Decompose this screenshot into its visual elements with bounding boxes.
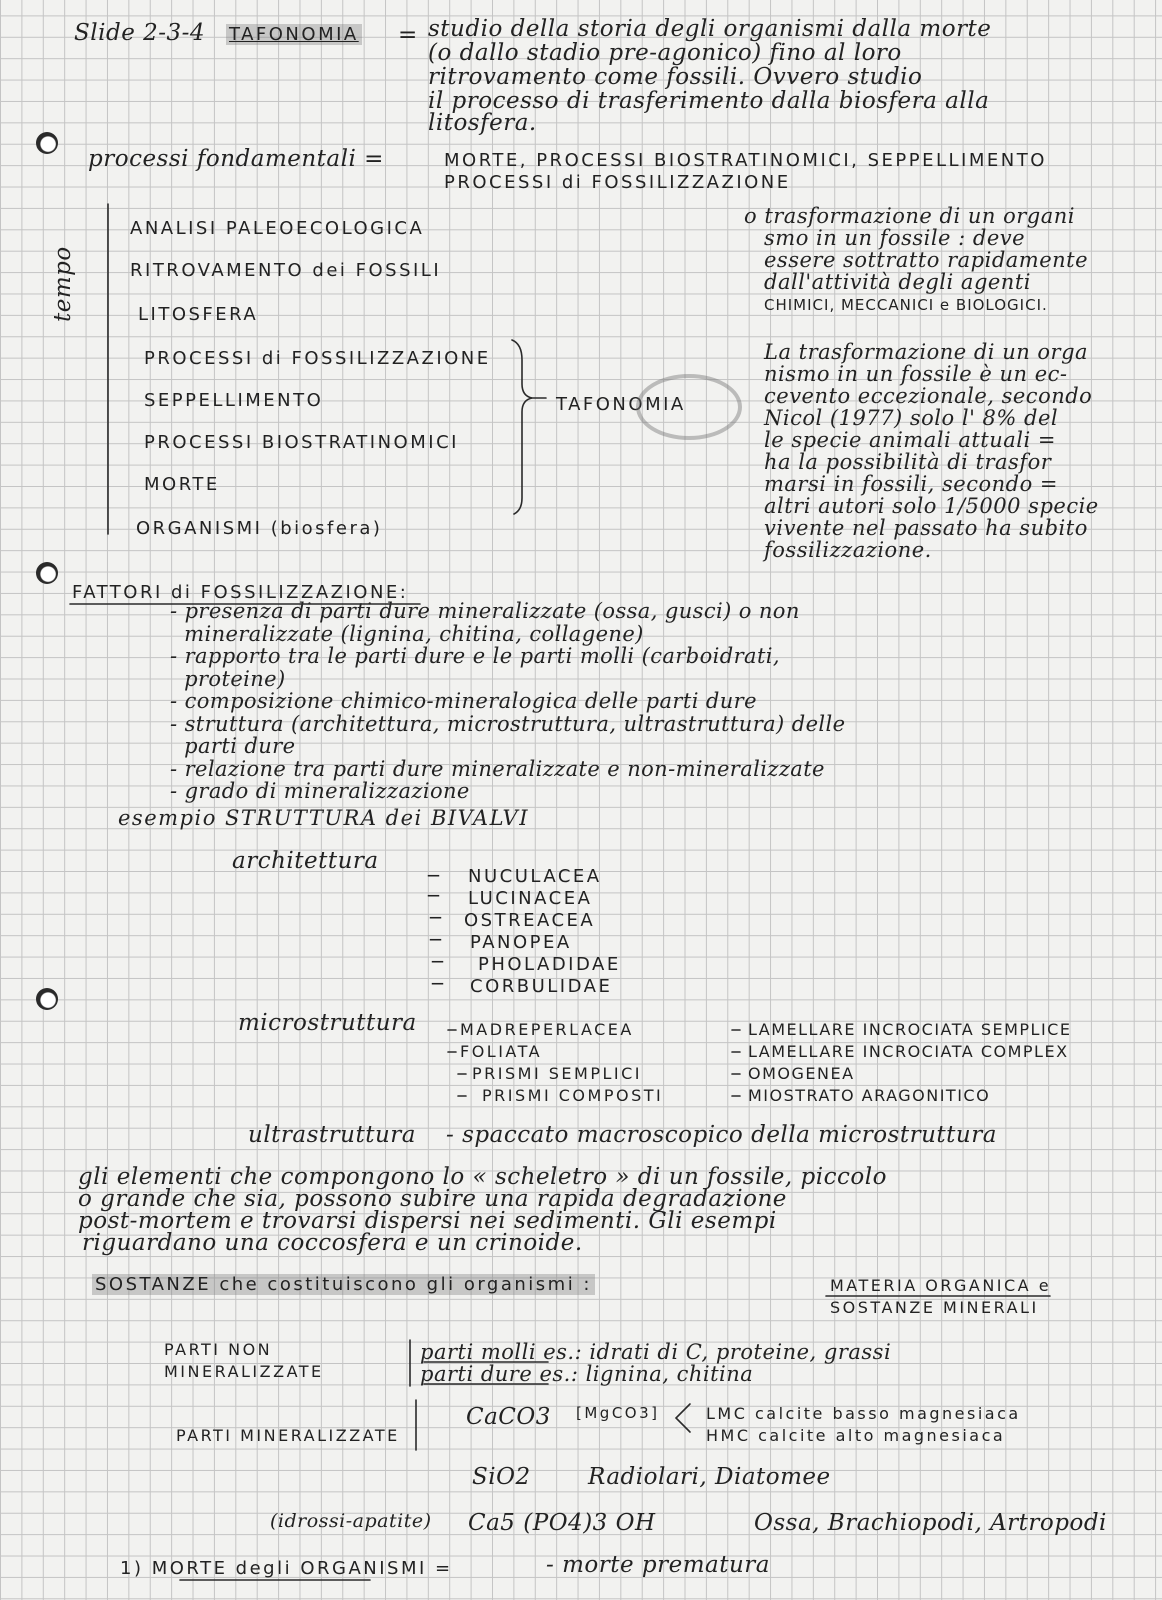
timeline-item: ORGANISMI (biosfera) xyxy=(136,518,383,539)
non-mineralized-label: PARTI NON xyxy=(164,1340,273,1359)
factor-item: - relazione tra parti dure mineralizzate e non-mineralizzate xyxy=(170,756,825,781)
bullet-dash: _ xyxy=(430,916,441,941)
mineralized-label: PARTI MINERALIZZATE xyxy=(176,1426,400,1445)
micro-item-right: LAMELLARE INCROCIATA COMPLEX xyxy=(748,1042,1069,1061)
non-mineralized-line: parti dure es.: lignina, chitina xyxy=(420,1362,754,1386)
factor-item: mineralizzate (lignina, chitina, collagene) xyxy=(170,621,644,646)
bullet-dash: _ xyxy=(428,872,439,897)
factor-item: - composizione chimico-mineralogica delle parti dure xyxy=(170,689,757,713)
hmc-line: HMC calcite alto magnesiaca xyxy=(706,1426,1006,1445)
page-title: TAFONOMIA xyxy=(226,24,362,45)
paragraph-line: o grande che sia, possono subire una rapida degradazione xyxy=(78,1186,787,1212)
bullet-dash: _ xyxy=(430,894,441,919)
substances-right: MATERIA ORGANICA e xyxy=(830,1276,1052,1295)
side-note-line: essere sottratto rapidamente xyxy=(764,248,1089,272)
lmc-hmc-brace xyxy=(676,1404,690,1432)
architettura-item: OSTREACEA xyxy=(464,910,596,931)
side-note-line: le specie animali attuali = xyxy=(764,428,1056,452)
factor-item: - rapporto tra le parti dure e le parti molli (carboidrati, xyxy=(170,644,780,668)
micro-item-right: LAMELLARE INCROCIATA SEMPLICE xyxy=(748,1020,1072,1039)
side-note-line: nismo in un fossile è un ec- xyxy=(764,362,1068,386)
definition-line: studio della storia degli organismi dalla morte xyxy=(428,16,992,42)
architettura-label: architettura xyxy=(232,848,379,874)
timeline-item: ANALISI PALEOECOLOGICA xyxy=(130,218,425,239)
definition-equals: = xyxy=(398,22,418,48)
time-axis-label: tempo xyxy=(50,246,76,322)
definition-line: litosfera. xyxy=(428,110,537,136)
side-note-line: CHIMICI, MECCANICI e BIOLOGICI. xyxy=(764,296,1048,314)
architettura-item: CORBULIDAE xyxy=(470,976,613,997)
definition-line: ritrovamento come fossili. Ovvero studio xyxy=(428,64,923,90)
side-note-line: cevento eccezionale, secondo xyxy=(764,384,1093,408)
slide-reference: Slide 2-3-4 xyxy=(74,20,206,46)
micro-item-left: PRISMI SEMPLICI xyxy=(472,1064,642,1083)
side-note-line: o trasformazione di un organi xyxy=(744,204,1075,228)
non-mineralized-label: MINERALIZZATE xyxy=(164,1362,324,1381)
side-note-line: smo in un fossile : deve xyxy=(764,226,1026,250)
side-note-line: La trasformazione di un orga xyxy=(764,340,1089,364)
paragraph-line: gli elementi che compongono lo « scheletro » di un fossile, piccolo xyxy=(78,1164,887,1190)
side-note-line: dall'attività degli agenti xyxy=(764,270,1031,294)
side-note-line: fossilizzazione. xyxy=(764,538,932,562)
side-note-line: altri autori solo 1/5000 specie xyxy=(764,494,1099,518)
tafonomia-brace xyxy=(512,340,532,514)
ultrastruttura-text: - spaccato macroscopico della microstruttura xyxy=(446,1122,997,1148)
micro-item-right: MIOSTRATO ARAGONITICO xyxy=(748,1086,991,1105)
apatite-examples: Ossa, Brachiopodi, Artropodi xyxy=(754,1510,1107,1536)
substances-right: SOSTANZE MINERALI xyxy=(830,1298,1039,1317)
ultrastruttura-label: ultrastruttura xyxy=(248,1122,416,1148)
side-note-line: marsi in fossili, secondo = xyxy=(764,472,1059,496)
paragraph-line: riguardano una coccosfera e un crinoide. xyxy=(82,1230,583,1256)
factor-item: - struttura (architettura, microstruttura, ultrastruttura) delle xyxy=(170,711,846,736)
timeline-item: MORTE xyxy=(144,474,220,495)
factor-item: parti dure xyxy=(170,734,296,758)
architettura-item: PANOPEA xyxy=(470,932,572,953)
micro-item-right: OMOGENEA xyxy=(748,1064,855,1083)
bullet-dash: _ xyxy=(432,960,443,985)
timeline-item: PROCESSI BIOSTRATINOMICI xyxy=(144,432,459,453)
micro-item-left: MADREPERLACEA xyxy=(460,1020,634,1039)
sio2-formula: SiO2 xyxy=(472,1464,531,1490)
timeline-item: RITROVAMENTO dei FOSSILI xyxy=(130,260,442,281)
apatite-label: (idrossi-apatite) xyxy=(270,1510,432,1532)
side-note-line: vivente nel passato ha subito xyxy=(764,516,1088,540)
factor-item: - presenza di parti dure mineralizzate (ossa, gusci) o non xyxy=(170,599,800,623)
processes-line: MORTE, PROCESSI BIOSTRATINOMICI, SEPPELLIMENTO xyxy=(444,150,1047,171)
definition-line: il processo di trasferimento dalla biosfera alla xyxy=(428,88,990,114)
processes-label: processi fondamentali = xyxy=(88,146,384,172)
architettura-item: NUCULACEA xyxy=(468,866,602,887)
factors-title: FATTORI di FOSSILIZZAZIONE: xyxy=(72,582,409,603)
non-mineralized-line: parti molli es.: idrati di C, proteine, grassi xyxy=(420,1340,892,1364)
footer-numbered-heading: 1) MORTE degli ORGANISMI = xyxy=(120,1558,453,1579)
example-title: esempio STRUTTURA dei BIVALVI xyxy=(118,806,529,830)
side-note-line: Nicol (1977) solo l' 8% del xyxy=(764,406,1059,430)
bullet-dash: _ xyxy=(432,938,443,963)
mgco3-formula: [MgCO3] xyxy=(576,1404,660,1422)
caco3-formula: CaCO3 xyxy=(466,1404,551,1430)
micro-item-left: PRISMI COMPOSTI xyxy=(482,1086,664,1105)
definition-line: (o dallo stadio pre-agonico) fino al loro xyxy=(428,40,902,66)
micro-item-left: FOLIATA xyxy=(460,1042,543,1061)
factor-item: proteine) xyxy=(170,666,286,691)
timeline-item: PROCESSI di FOSSILIZZAZIONE xyxy=(144,348,491,369)
tafonomia-brace-label: TAFONOMIA xyxy=(556,394,686,415)
timeline-item: SEPPELLIMENTO xyxy=(144,390,324,411)
lmc-line: LMC calcite basso magnesiaca xyxy=(706,1404,1021,1423)
factor-item: - grado di mineralizzazione xyxy=(170,779,470,803)
architettura-item: LUCINACEA xyxy=(468,888,593,909)
timeline-item: LITOSFERA xyxy=(138,304,259,325)
apatite-formula: Ca5 (PO4)3 OH xyxy=(468,1510,656,1536)
sio2-examples: Radiolari, Diatomee xyxy=(588,1464,831,1490)
bullet-dash: _ xyxy=(428,852,439,877)
processes-line: PROCESSI di FOSSILIZZAZIONE xyxy=(444,172,791,193)
footer-item: - morte prematura xyxy=(546,1552,771,1578)
substances-title: SOSTANZE che costituiscono gli organismi : xyxy=(92,1274,595,1295)
paragraph-line: post-mortem e trovarsi dispersi nei sedimenti. Gli esempi xyxy=(78,1208,777,1234)
architettura-item: PHOLADIDAE xyxy=(478,954,621,975)
side-note-line: ha la possibilità di trasfor xyxy=(764,450,1052,474)
microstruttura-label: microstruttura xyxy=(238,1010,417,1036)
